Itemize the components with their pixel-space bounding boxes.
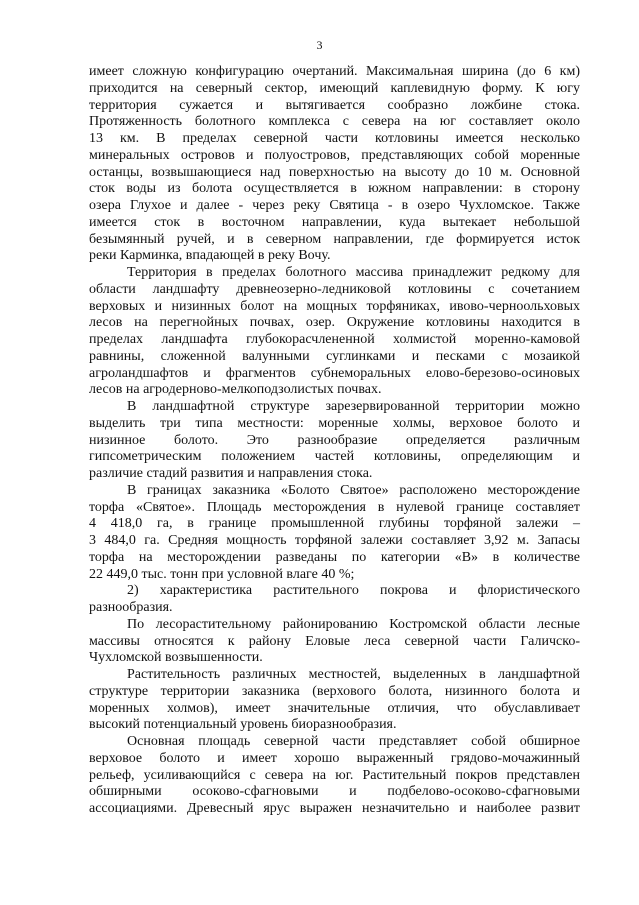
text-line: массивы относятся к району Еловые леса северной части Галичско- — [89, 633, 580, 649]
text-line: территория сужается и вытягивается сообразно ложбине стока. — [89, 97, 580, 113]
text-line: равнины, сложенной валунными суглинками и песками с мозаикой — [89, 348, 580, 364]
text-line: реки Карминка, впадающей в реку Вочу. — [89, 248, 331, 264]
text-line: приходится на северный сектор, имеющий каплевидную форму. К югу — [89, 80, 580, 96]
text-line: По лесорастительному районированию Костромской области лесные — [127, 616, 580, 632]
text-line: торфа на месторождении разведаны по категории «В» в количестве — [89, 549, 580, 565]
text-line: озера Глухое и далее - через реку Святица - в озеро Чухломское. Также — [89, 198, 580, 213]
text-line: 13 км. В пределах северной части котловины имеется несколько — [89, 131, 580, 146]
paragraph — [89, 265, 580, 399]
text-line: разнообразия. — [89, 600, 173, 615]
text-line: В ландшафтной структуре зарезервированной территории можно — [127, 399, 580, 414]
paragraph — [89, 583, 580, 617]
paragraph — [89, 64, 580, 265]
text-line: ассоциациями. Древесный ярус выражен незначительно и наиболее развит — [89, 801, 580, 816]
text-line: 4 418,0 га, в границе промышленной глубины торфяной залежи – — [89, 516, 580, 532]
text-line: 22 449,0 тыс. тонн при условной влаге 40 %; — [89, 566, 355, 582]
text-line: имеет сложную конфигурацию очертаний. Максимальная ширина (до 6 км) — [89, 64, 580, 79]
paragraph — [89, 617, 580, 667]
text-line: моренных холмов), имеет значительные отличия, что обуславливает — [89, 700, 580, 716]
text-line: имеется сток в восточном направлении, куда вытекает небольшой — [89, 214, 580, 230]
text-line: 3 484,0 га. Средняя мощность торфяной залежи составляет 3,92 м. Запасы — [89, 533, 580, 548]
text-line: Территория в пределах болотного массива принадлежит редкому для — [127, 265, 580, 280]
text-line: Основная площадь северной части представляет собой обширное — [127, 734, 580, 749]
page-number: 3 — [316, 38, 323, 52]
paragraph — [89, 399, 580, 483]
text-line: структуре территории заказника (верхового болота, низинного болота и — [89, 683, 580, 699]
text-line: лесов на перегнойных почвах, озер. Окружение котловины находится в — [89, 315, 580, 331]
text-line: 2) характеристика растительного покрова и флористического — [127, 583, 580, 599]
text-line: В границах заказника «Болото Святое» расположено месторождение — [127, 482, 580, 498]
text-line: сток воды из болота осуществляется в южном направлении: в сторону — [89, 181, 580, 197]
text-line: различие стадий развития и направления стока. — [89, 466, 373, 481]
text-line: низинное болото. Это разнообразие определяется различным — [89, 432, 580, 448]
paragraph — [89, 483, 580, 584]
text-line: Чухломской возвышенности. — [89, 650, 263, 666]
text-line: рельеф, усиливающийся с севера на юг. Растительный покров представлен — [89, 767, 580, 783]
text-line: Растительность различных местностей, выделенных в ландшафтной — [127, 667, 580, 682]
text-line: агроландшафтов и фрагментов субнеморальных елово-березово-осиновых — [89, 365, 580, 381]
text-line: минеральных островов и полуостровов, представляющих собой моренные — [89, 147, 580, 163]
text-line: верховое болото и имеет хорошо выраженный грядово-мочажинный — [89, 750, 580, 766]
text-line: лесов на агродерново-мелкоподзолистых почвах. — [89, 382, 382, 398]
text-line: обширными осоково-сфагновыми и подбелово-осоково-сфагновыми — [89, 784, 580, 800]
body-text — [89, 64, 580, 818]
text-line: области ландшафту древнеозерно-ледниковой котловины с сочетанием — [89, 281, 580, 297]
text-line: торфа «Святое». Площадь месторождения в нулевой границе составляет — [89, 499, 580, 515]
text-line: Протяженность болотного комплекса с севера на юг составляет около — [89, 114, 580, 130]
text-line: пределах ландшафта глубокорасчлененной холмистой моренно-камовой — [89, 332, 580, 347]
text-line: выделить три типа местности: моренные холмы, верховое болото и — [89, 415, 580, 431]
text-line: верховых и низинных болот на мощных торфяниках, ивово-черноольховых — [89, 298, 580, 314]
text-line: останцы, возвышающиеся над поверхностью на высоту до 10 м. Основной — [89, 164, 580, 180]
text-line: гипсометрическим положением частей котловины, определяющим и — [89, 449, 580, 465]
paragraph — [89, 734, 580, 818]
text-line: безымянный ручей, и в северном направлении, где формируется исток — [89, 231, 580, 247]
paragraph — [89, 667, 580, 734]
text-line: высокий потенциальный уровень биоразнообразия. — [89, 717, 397, 733]
